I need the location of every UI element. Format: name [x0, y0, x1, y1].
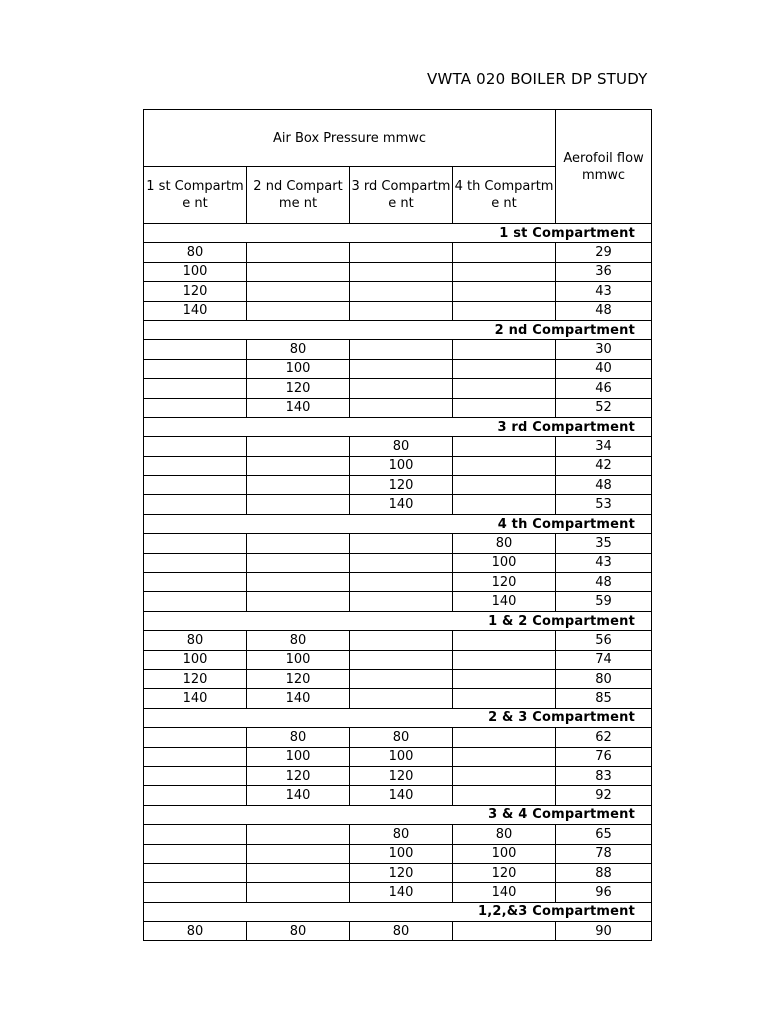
pressure-cell [144, 883, 247, 902]
aerofoil-flow-cell: 59 [556, 592, 652, 611]
pressure-cell: 120 [350, 863, 453, 882]
pressure-cell [350, 534, 453, 553]
table-row [144, 553, 652, 572]
table-row [144, 689, 652, 708]
table-row [144, 534, 652, 553]
pressure-cell [350, 262, 453, 281]
aerofoil-flow-cell: 96 [556, 883, 652, 902]
aerofoil-flow-cell: 88 [556, 863, 652, 882]
table-row [144, 825, 652, 844]
table-row [144, 728, 652, 747]
pressure-cell: 100 [350, 844, 453, 863]
aerofoil-flow-cell: 34 [556, 437, 652, 456]
pressure-cell [247, 262, 350, 281]
aerofoil-flow-cell: 76 [556, 747, 652, 766]
group-label: 4 th Compartment [144, 514, 652, 533]
table-row [144, 650, 652, 669]
pressure-cell [247, 476, 350, 495]
table-row [144, 844, 652, 863]
pressure-cell: 100 [247, 747, 350, 766]
pressure-cell [453, 747, 556, 766]
table-row [144, 747, 652, 766]
pressure-cell [144, 456, 247, 475]
table-row [144, 282, 652, 301]
aerofoil-flow-cell: 29 [556, 243, 652, 262]
pressure-cell [144, 534, 247, 553]
group-label: 2 nd Compartment [144, 320, 652, 339]
aerofoil-flow-cell: 78 [556, 844, 652, 863]
pressure-cell [247, 301, 350, 320]
table-row [144, 592, 652, 611]
pressure-cell [350, 301, 453, 320]
pressure-cell [350, 553, 453, 572]
pressure-cell [247, 883, 350, 902]
pressure-cell: 80 [350, 922, 453, 941]
pressure-cell: 120 [247, 379, 350, 398]
aerofoil-flow-cell: 35 [556, 534, 652, 553]
pressure-cell [144, 359, 247, 378]
pressure-cell: 120 [350, 766, 453, 785]
pressure-cell: 120 [453, 863, 556, 882]
pressure-cell: 140 [453, 883, 556, 902]
aerofoil-flow-cell: 92 [556, 786, 652, 805]
pressure-cell [350, 650, 453, 669]
aerofoil-flow-cell: 42 [556, 456, 652, 475]
pressure-cell: 80 [144, 243, 247, 262]
pressure-cell: 80 [247, 922, 350, 941]
pressure-cell [247, 437, 350, 456]
pressure-cell [453, 922, 556, 941]
aerofoil-flow-cell: 62 [556, 728, 652, 747]
pressure-cell [453, 689, 556, 708]
table-row [144, 766, 652, 785]
pressure-cell [144, 340, 247, 359]
group-label: 3 rd Compartment [144, 417, 652, 436]
group-label: 3 & 4 Compartment [144, 805, 652, 824]
group-header-row [144, 514, 652, 533]
pressure-cell: 80 [350, 437, 453, 456]
table-body [144, 224, 652, 941]
group-label: 1 st Compartment [144, 224, 652, 243]
pressure-cell [453, 495, 556, 514]
table-row [144, 379, 652, 398]
pressure-cell: 80 [350, 825, 453, 844]
group-header-row [144, 417, 652, 436]
pressure-cell: 80 [144, 631, 247, 650]
aerofoil-flow-cell: 48 [556, 573, 652, 592]
pressure-cell [350, 340, 453, 359]
table-row [144, 863, 652, 882]
aerofoil-flow-cell: 52 [556, 398, 652, 417]
aerofoil-flow-header: Aerofoil flow mmwc [556, 110, 652, 224]
pressure-cell: 120 [247, 669, 350, 688]
aerofoil-flow-cell: 48 [556, 476, 652, 495]
column-header-2nd-compartment: 2 nd Compartme nt [247, 167, 350, 224]
aerofoil-flow-cell: 40 [556, 359, 652, 378]
pressure-cell: 120 [247, 766, 350, 785]
pressure-cell [453, 476, 556, 495]
table-row [144, 922, 652, 941]
air-box-pressure-header: Air Box Pressure mmwc [144, 110, 556, 167]
pressure-cell: 140 [144, 689, 247, 708]
table-row [144, 301, 652, 320]
pressure-cell: 140 [350, 495, 453, 514]
pressure-cell [453, 786, 556, 805]
pressure-cell: 80 [247, 631, 350, 650]
pressure-cell [453, 669, 556, 688]
pressure-cell [144, 476, 247, 495]
pressure-cell [453, 301, 556, 320]
table-row [144, 786, 652, 805]
pressure-cell [453, 262, 556, 281]
pressure-cell: 100 [453, 844, 556, 863]
pressure-cell [247, 863, 350, 882]
pressure-cell [350, 243, 453, 262]
pressure-cell [453, 631, 556, 650]
table-row [144, 883, 652, 902]
aerofoil-flow-cell: 90 [556, 922, 652, 941]
aerofoil-flow-cell: 30 [556, 340, 652, 359]
pressure-cell [247, 825, 350, 844]
pressure-cell [350, 379, 453, 398]
pressure-cell: 80 [144, 922, 247, 941]
pressure-cell [350, 398, 453, 417]
table-row [144, 669, 652, 688]
pressure-cell: 100 [144, 262, 247, 281]
pressure-cell [247, 592, 350, 611]
pressure-cell [350, 359, 453, 378]
group-header-row [144, 902, 652, 921]
column-header-1st-compartment: 1 st Compartme nt [144, 167, 247, 224]
pressure-cell [247, 495, 350, 514]
table-row [144, 456, 652, 475]
pressure-cell [144, 592, 247, 611]
pressure-cell: 100 [350, 747, 453, 766]
pressure-cell [350, 631, 453, 650]
pressure-cell [247, 844, 350, 863]
group-header-row [144, 708, 652, 727]
pressure-cell [453, 728, 556, 747]
pressure-cell [247, 243, 350, 262]
pressure-cell [144, 863, 247, 882]
aerofoil-flow-cell: 36 [556, 262, 652, 281]
pressure-cell: 140 [350, 786, 453, 805]
column-header-3rd-compartment: 3 rd Compartme nt [350, 167, 453, 224]
pressure-cell [453, 340, 556, 359]
pressure-cell: 120 [144, 282, 247, 301]
pressure-cell [144, 766, 247, 785]
group-label: 2 & 3 Compartment [144, 708, 652, 727]
pressure-cell [453, 398, 556, 417]
pressure-cell [453, 282, 556, 301]
pressure-cell: 80 [453, 534, 556, 553]
pressure-cell [144, 747, 247, 766]
aerofoil-flow-cell: 83 [556, 766, 652, 785]
group-header-row [144, 224, 652, 243]
table-row [144, 359, 652, 378]
pressure-cell [247, 534, 350, 553]
pressure-cell: 100 [247, 359, 350, 378]
pressure-cell: 80 [247, 340, 350, 359]
pressure-cell [144, 728, 247, 747]
pressure-cell: 140 [247, 786, 350, 805]
pressure-cell [144, 844, 247, 863]
group-label: 1 & 2 Compartment [144, 611, 652, 630]
aerofoil-flow-cell: 43 [556, 282, 652, 301]
group-label: 1,2,&3 Compartment [144, 902, 652, 921]
pressure-cell [144, 786, 247, 805]
pressure-cell [247, 553, 350, 572]
group-header-row [144, 805, 652, 824]
document-title: VWTA 020 BOILER DP STUDY [427, 70, 648, 88]
table-row [144, 340, 652, 359]
pressure-cell: 120 [453, 573, 556, 592]
pressure-cell [247, 573, 350, 592]
pressure-cell [453, 437, 556, 456]
pressure-cell [247, 456, 350, 475]
pressure-cell [350, 669, 453, 688]
pressure-cell [453, 379, 556, 398]
aerofoil-flow-cell: 74 [556, 650, 652, 669]
table-row [144, 573, 652, 592]
pressure-cell: 140 [247, 398, 350, 417]
aerofoil-flow-cell: 80 [556, 669, 652, 688]
pressure-cell: 120 [144, 669, 247, 688]
pressure-cell [350, 592, 453, 611]
pressure-cell [144, 495, 247, 514]
pressure-cell [453, 243, 556, 262]
pressure-cell: 100 [453, 553, 556, 572]
table-row [144, 243, 652, 262]
aerofoil-flow-cell: 48 [556, 301, 652, 320]
pressure-cell [144, 825, 247, 844]
table-row [144, 476, 652, 495]
table-row [144, 631, 652, 650]
pressure-cell [453, 456, 556, 475]
pressure-cell: 120 [350, 476, 453, 495]
pressure-cell [144, 437, 247, 456]
pressure-cell [453, 766, 556, 785]
aerofoil-flow-cell: 53 [556, 495, 652, 514]
header-row-main [144, 110, 652, 167]
pressure-cell: 80 [453, 825, 556, 844]
group-header-row [144, 611, 652, 630]
table-row [144, 437, 652, 456]
aerofoil-flow-cell: 46 [556, 379, 652, 398]
pressure-cell: 100 [144, 650, 247, 669]
pressure-cell [453, 650, 556, 669]
pressure-cell [144, 573, 247, 592]
pressure-cell: 140 [350, 883, 453, 902]
table-row [144, 495, 652, 514]
group-header-row [144, 320, 652, 339]
pressure-cell [144, 553, 247, 572]
pressure-cell: 140 [247, 689, 350, 708]
pressure-cell [144, 379, 247, 398]
aerofoil-flow-cell: 56 [556, 631, 652, 650]
pressure-cell [453, 359, 556, 378]
pressure-cell: 80 [247, 728, 350, 747]
pressure-cell: 80 [350, 728, 453, 747]
table-row [144, 262, 652, 281]
aerofoil-flow-cell: 85 [556, 689, 652, 708]
aerofoil-flow-cell: 43 [556, 553, 652, 572]
pressure-cell: 100 [247, 650, 350, 669]
pressure-cell [350, 689, 453, 708]
pressure-cell: 140 [144, 301, 247, 320]
pressure-cell: 100 [350, 456, 453, 475]
column-header-4th-compartment: 4 th Compartme nt [453, 167, 556, 224]
pressure-cell [350, 282, 453, 301]
table-row [144, 398, 652, 417]
pressure-cell [144, 398, 247, 417]
pressure-cell [247, 282, 350, 301]
aerofoil-flow-cell: 65 [556, 825, 652, 844]
pressure-table [143, 109, 652, 941]
pressure-cell [350, 573, 453, 592]
pressure-cell: 140 [453, 592, 556, 611]
